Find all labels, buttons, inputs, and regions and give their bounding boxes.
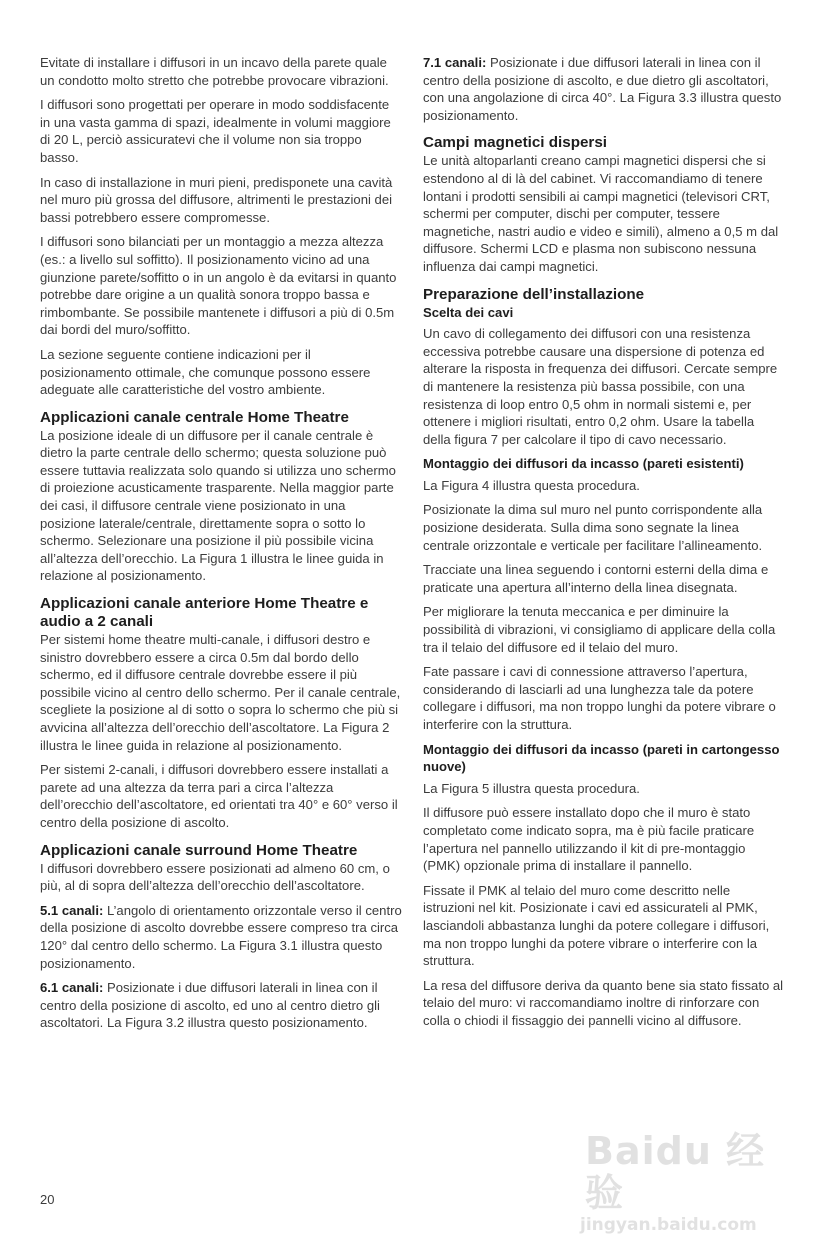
left-column [40, 54, 402, 1039]
heading-canale-surround: Applicazioni canale surround Home Theatre [40, 841, 358, 859]
paragraph-anteriore-multicanale: Per sistemi home theatre multi-canale, i diffusori destro e sinistro dovrebbero essere a circa 0.5m dal bordo dello schermo, ed il diffusore centrale dovrebbe essere il più possibile vicino al centro dello schermo. Per il canale centrale, scegliete la posizione al di sotto o sopra lo schermo che più si avvicina all’altezza dell’orecchio dell’ascoltatore. La Figura 2 illustra le linee guida in relazione al posizionamento. [40, 632, 401, 753]
paragraph-dima: Posizionate la dima sul muro nel punto corrispondente alla posizione desiderata. Sulla dima sono segnate la linea centrale orizzontale e verticale per facilitare l’allineamento. [423, 502, 763, 553]
paragraph-incavo: Evitate di installare i diffusori in un incavo della parete quale un condotto molto stretto che potrebbe provocare vibrazioni. [40, 55, 389, 88]
lead-5-1: 5.1 canali: [40, 902, 104, 918]
subheading-pareti-cartongesso: Montaggio dei diffusori da incasso (pareti in cartongesso nuove) [423, 741, 780, 775]
paragraph-colla: Per migliorare la tenuta meccanica e per diminuire la possibilità di vibrazioni, vi consigliamo di applicare della colla tra il telaio del diffusore ed il telaio del muro. [423, 604, 776, 655]
paragraph-anteriore-2-canali: Per sistemi 2-canali, i diffusori dovrebbero essere installati a parete ad una altezza da terra pari a circa l’altezza dell’orecchio dell’ascoltatore, ed orientati tra 40° e 60° verso il centro della posizione di ascolto. [40, 762, 398, 830]
lead-7-1: 7.1 canali: [423, 55, 487, 70]
paragraph-muri-pieni: In caso di installazione in muri pieni, predisponete una cavità nel muro più grossa del diffusore, altrimenti le prestazioni dei bassi potrebbero essere compromesse. [40, 174, 393, 225]
paragraph-fissate-pmk: Fissate il PMK al telaio del muro come descritto nelle istruzioni nel kit. Posizionate i cavi ed assicurateli al PMK, lasciandoli abbastanza lunghi da potere collegare i diffusori, ma non troppo lunghi da potere vibrare o interferire con la struttura. [423, 882, 770, 969]
paragraph-surround: I diffusori dovrebbero essere posizionati ad almeno 60 cm, o più, al di sopra dell’altezza dell’orecchio dell’ascoltatore. [40, 860, 390, 894]
subheading-scelta-cavi: Scelta dei cavi [423, 304, 514, 320]
paragraph-volume: I diffusori sono progettati per operare in modo soddisfacente in una vasta gamma di spazi, idealmente in volumi maggiore di 20 L, perciò assicuratevi che il volume non sia troppo basso. [40, 97, 391, 165]
paragraph-cavi-connessione: Fate passare i cavi di connessione attraverso l’apertura, considerando di lasciarli ad una lunghezza tale da potere collegare i diffusori, ma non troppo lunghi da potere vibrare o interferire con la struttura. [423, 664, 776, 732]
watermark-logo: Baidu 经验 [585, 1129, 766, 1215]
paragraph-5-1-canali: 5.1 canali: L’angolo di orientamento orizzontale verso il centro della posizione di ascolto dovrebbe essere compreso tra circa 120° dal centro dello schermo. La Figura 3.1 illustra questo posizionamento. [40, 902, 402, 971]
watermark-url: jingyan.baidu.com [580, 1215, 757, 1235]
heading-campi-magnetici: Campi magnetici dispersi [423, 134, 607, 152]
subheading-pareti-esistenti: Montaggio dei diffusori da incasso (pareti esistenti) [423, 456, 744, 472]
paragraph-figura-4: La Figura 4 illustra questa procedura. [423, 477, 640, 493]
paragraph-canale-centrale: La posizione ideale di un diffusore per il canale centrale è dietro la parte centrale dello schermo; questa soluzione può essere tuttavia realizzata solo quando si utilizza uno schermo di proiezione acusticamente trasparente. Nella maggior parte dei casi, il diffusore centrale viene posizionato in una posizione laterale/centrale, direttamente sopra o sotto lo schermo. Selezionare una posizione il più possibile vicina all’altezza dell’orecchio. La Figura 1 illustra le linee guida in relazione al posizionamento. [40, 427, 396, 584]
paragraph-pmk: Il diffusore può essere installato dopo che il muro è stato completato come indicato sopra, ma è più facile praticare l’apertura nel pannello utilizzando il kit di pre-montaggio (PMK) opzionale prima di installare il pannello. [423, 805, 755, 874]
paragraph-mezza-altezza: I diffusori sono bilanciati per un montaggio a mezza altezza (es.: a livello sul soffitto). Il posizionamento vicino ad una giunzione parete/soffitto o in un angolo è da evitarsi in quanto potrebbe dare origine a un qualità sonora troppo bassa e rimbombante. Se possibile mantenete i diffusori a più di 0.5m dai bordi del muro/soffitto. [40, 234, 397, 338]
paragraph-6-1-canali: 6.1 canali: Posizionate i due diffusori laterali in linea con il centro della posizione di ascolto, ed uno al centro dietro gli ascoltatori. La Figura 3.2 illustra questo posizionamento. [40, 980, 380, 1031]
watermark [580, 1129, 785, 1235]
heading-canale-centrale: Applicazioni canale centrale Home Theatre [40, 408, 349, 426]
paragraph-7-1-canali: 7.1 canali: Posizionate i due diffusori laterali in linea con il centro della posizione di ascolto, e due dietro gli ascoltatori, con una angolazione di circa 40°. La Figura 3.3 illustra questo posizionamento. [423, 55, 782, 123]
page-number: 20 [40, 1192, 55, 1207]
heading-canale-anteriore: Applicazioni canale anteriore Home Theatre e audio a 2 canali [40, 595, 369, 631]
lead-6-1: 6.1 canali: [40, 980, 104, 996]
paragraph-sezione-seguente: La sezione seguente contiene indicazioni per il posizionamento ottimale, che comunque possono essere adeguate alle caratteristiche del vostro ambiente. [40, 346, 371, 398]
paragraph-scelta-cavi: Un cavo di collegamento dei diffusori con una resistenza eccessiva potrebbe causare una dispersione di potenza ed alterare la risposta in frequenza dei diffusori. Cercate sempre di mantenere la resistenza più bassa possibile, con una resistenza di loop entro 0,5 ohm in normali sistemi e, per ottenere i migliori risultati, entro 0,2 ohm. Usare la tabella della figura 7 per calcolare il tipo di cavo necessario. [423, 326, 778, 447]
paragraph-campi-magnetici: Le unità altoparlanti creano campi magnetici dispersi che si estendono al di là del cabinet. Vi raccomandiamo di tenere lontani i prodotti sensibili ai campi magnetici (televisori CRT, schermi per computer, dischi per computer, tessere magnetiche, nastri audio e video e simili), almeno a 0,5 m dal diffusore. Schermi LCD e plasma non subiscono nessuna influenza dai campi magnetici. [423, 153, 779, 274]
paragraph-figura-5: La Figura 5 illustra questa procedura. [423, 780, 640, 796]
paragraph-resa: La resa del diffusore deriva da quanto bene sia stato fissato al telaio del muro: vi raccomandiamo inoltre di rinforzare con colla o chiodi il fissaggio dei pannelli vicino al diffusore. [423, 977, 784, 1028]
paragraph-tracciate: Tracciate una linea seguendo i contorni esterni della dima e praticate una apertura all’interno della linea disegnata. [423, 562, 769, 595]
right-column [423, 54, 785, 1037]
heading-preparazione: Preparazione dell’installazione [423, 285, 645, 303]
